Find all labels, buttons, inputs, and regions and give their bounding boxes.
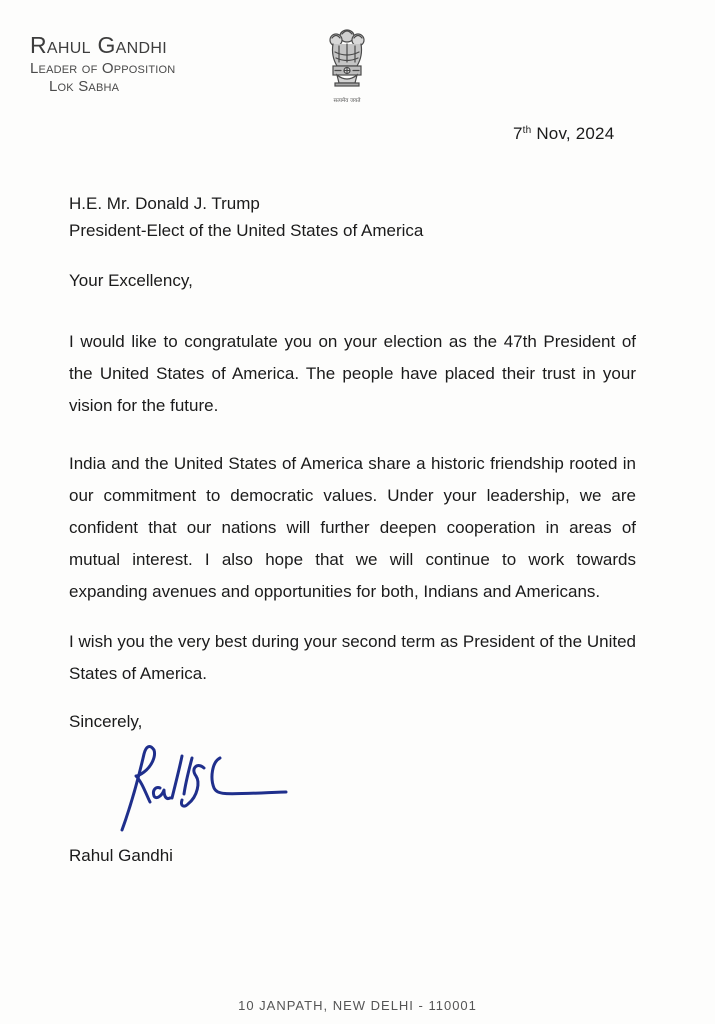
date-day: 7 [513, 124, 523, 143]
body-paragraph: India and the United States of America share a historic friendship rooted in our commitment to democratic values. Under your leadership, we are confident that our nations will further deepen cooperation in areas of mutual interest. I also hope that we will continue to work towards expanding avenues and opportunities for both, Indians and Americans. [69, 454, 636, 601]
date-suffix: th [522, 125, 532, 136]
recipient-name: H.E. Mr. Donald J. Trump [69, 194, 260, 213]
signer-name: Rahul Gandhi [69, 846, 173, 865]
salutation: Your Excellency, [69, 271, 193, 290]
letterhead-name: Rahul Gandhi [30, 32, 167, 58]
national-emblem-icon [325, 26, 369, 108]
letterhead [30, 34, 175, 94]
recipient-title: President-Elect of the United States of America [69, 221, 424, 240]
recipient-block [69, 190, 423, 244]
signature [100, 738, 290, 838]
letterhead-house: Lok Sabha [49, 78, 120, 95]
letter-date [513, 124, 614, 144]
body-paragraph: I wish you the very best during your second term as President of the United States of America. [69, 632, 636, 683]
letterhead-title: Leader of Opposition [30, 60, 176, 77]
closing: Sincerely, [69, 712, 143, 731]
svg-text:सत्यमेव जयते: सत्यमेव जयते [333, 98, 361, 104]
body-paragraph: I would like to congratulate you on your election as the 47th President of the United States of America. The people have placed their trust in your vision for the future. [69, 332, 636, 415]
letterhead-address: 10 JANPATH, NEW DELHI - 110001 [238, 998, 477, 1013]
date-rest: Nov, 2024 [531, 124, 615, 143]
